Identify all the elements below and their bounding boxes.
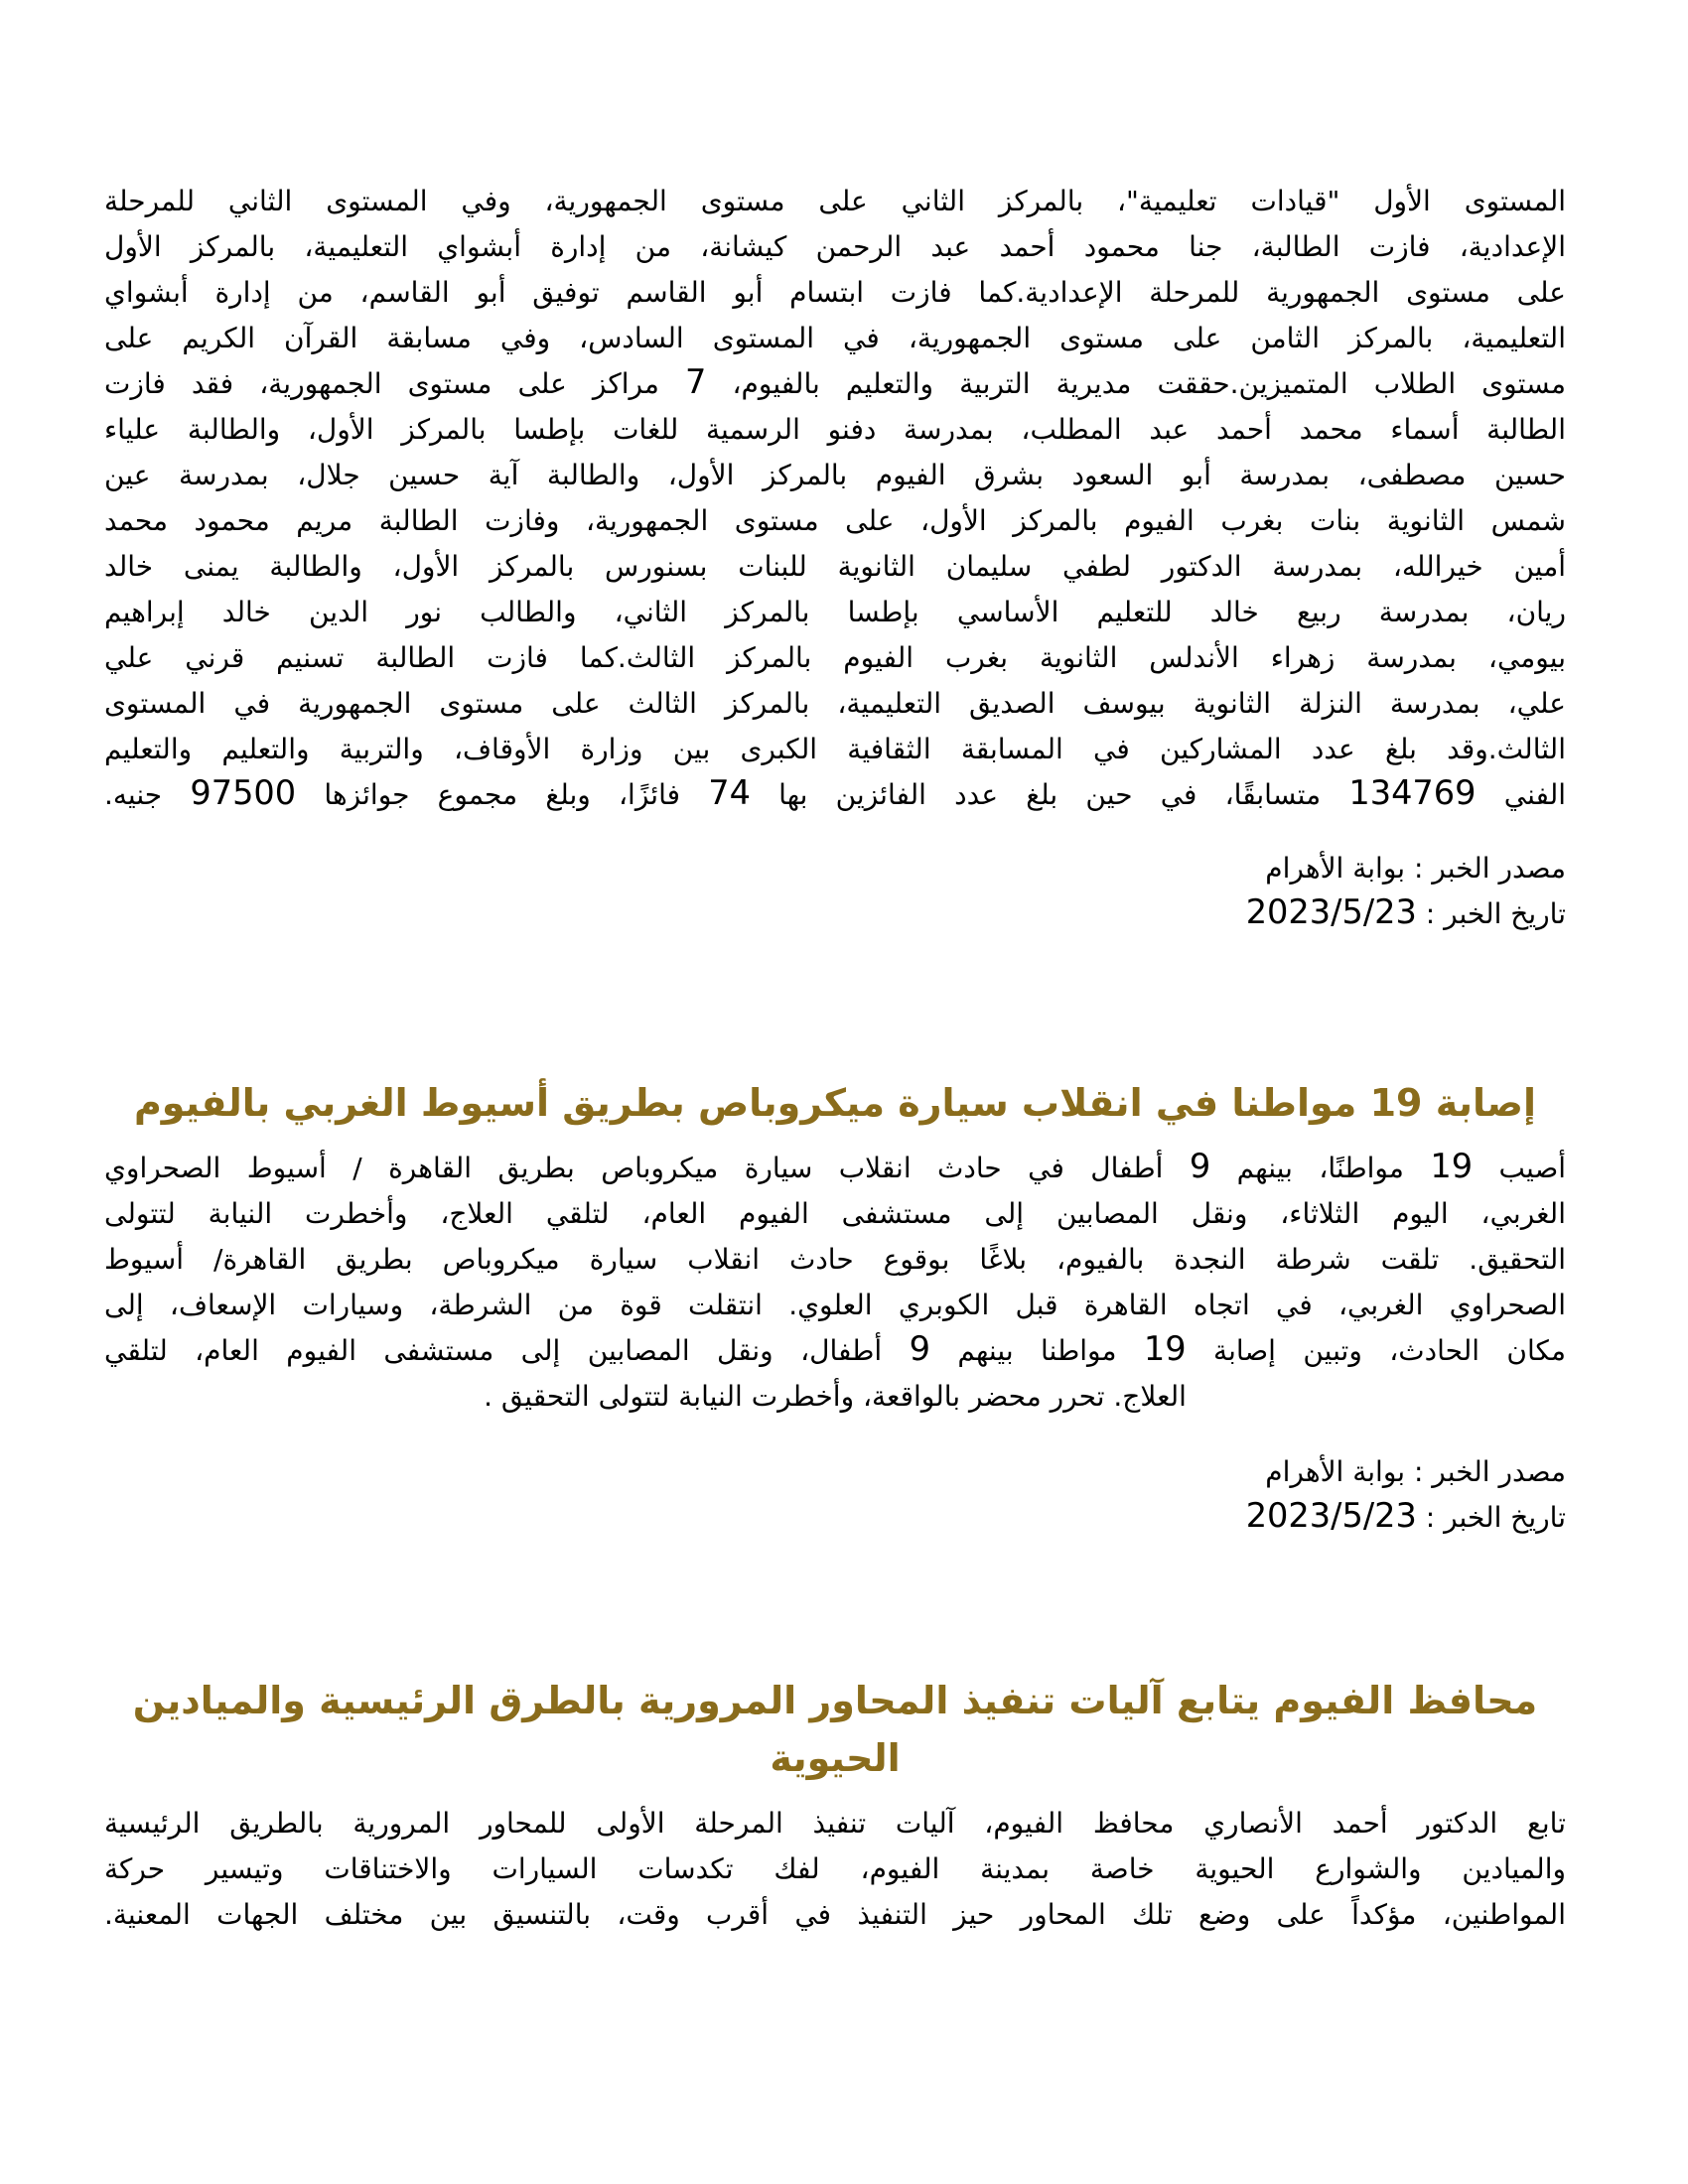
text-line: الفني 134769 متسابقًا، في حين بلغ عدد الفائزين بها 74 فائزًا، وبلغ مجموع جوائزها 97500 جنيه.: [104, 773, 1567, 812]
text-line: التعليمية، بالمركز الثامن على مستوى الجمهورية، في المستوى السادس، وفي مسابقة القرآن الكريم على: [104, 322, 1566, 354]
text-line: والميادين والشوارع الحيوية خاصة بمدينة الفيوم، لفك تكدسات السيارات والاختناقات وتيسير حركة: [104, 1852, 1566, 1885]
article-body-text: [104, 1801, 1566, 1938]
news-source-block: [104, 846, 1566, 937]
news-date-label: تاريخ الخبر : 2023/5/23: [1245, 892, 1566, 931]
news-date-label: تاريخ الخبر : 2023/5/23: [1245, 1496, 1566, 1535]
text-line: محافظ الفيوم يتابع آليات تنفيذ المحاور المرورية بالطرق الرئيسية والميادين: [132, 1679, 1538, 1722]
text-line: الحيوية: [770, 1736, 901, 1780]
text-line: تابع الدكتور أحمد الأنصاري محافظ الفيوم، آليات تنفيذ المرحلة الأولى للمحاور المرورية بالطريق الرئيسية: [104, 1807, 1566, 1840]
text-line: الغربي، اليوم الثلاثاء، ونقل المصابين إلى مستشفى الفيوم العام، لتلقي العلاج، وأخطرت النيابة لتتولى: [104, 1197, 1566, 1230]
news-source-label: مصدر الخبر : بوابة الأهرام: [1265, 852, 1566, 885]
text-line: إصابة 19 مواطنا في انقلاب سيارة ميكروباص بطريق أسيوط الغربي بالفيوم: [133, 1081, 1537, 1125]
text-line: علي، بمدرسة النزلة الثانوية بيوسف الصديق التعليمية، بالمركز الثالث على مستوى الجمهورية في المستوى: [104, 687, 1566, 720]
text-line: مكان الحادث، وتبين إصابة 19 مواطنا بينهم 9 أطفال، ونقل المصابين إلى مستشفى الفيوم العام، لتلقي: [104, 1329, 1566, 1368]
text-line: ريان، بمدرسة ربيع خالد للتعليم الأساسي بإطسا بالمركز الثاني، والطالب نور الدين خالد إبراهيم: [104, 596, 1566, 628]
text-line: أمين خيرالله، بمدرسة الدكتور لطفي سليمان الثانوية للبنات بسنورس بالمركز الأول، والطالبة يمنى خالد: [104, 550, 1566, 583]
text-line: شمس الثانوية بنات بغرب الفيوم بالمركز الأول، على مستوى الجمهورية، وفازت الطالبة مريم محمود محمد: [104, 504, 1566, 537]
article-body-text: [104, 1146, 1566, 1420]
text-line: أصيب 19 مواطنًا، بينهم 9 أطفال في حادث انقلاب سيارة ميكروباص بطريق القاهرة / أسيوط الصحراوي: [104, 1147, 1566, 1185]
text-line: التحقيق. تلقت شرطة النجدة بالفيوم، بلاغًا بوقوع حادث انقلاب سيارة ميكروباص بطريق القاهرة/ أسيوط: [104, 1243, 1566, 1276]
text-line: حسين مصطفى، بمدرسة أبو السعود بشرق الفيوم بالمركز الأول، والطالبة آية حسين جلال، بمدرسة عين: [104, 459, 1566, 491]
article-microbus-accident: [104, 1074, 1566, 1541]
text-line: العلاج. تحرر محضر بالواقعة، وأخطرت النيابة لتتولى التحقيق .: [484, 1380, 1187, 1413]
article-body-text: [104, 179, 1566, 818]
text-line: بيومي، بمدرسة زهراء الأندلس الثانوية بغرب الفيوم بالمركز الثالث.كما فازت الطالبة تسنيم قرني علي: [104, 641, 1566, 674]
article-headline: [104, 1074, 1566, 1132]
article-school-competition-results: [104, 179, 1566, 937]
text-line: الصحراوي الغربي، في اتجاه القاهرة قبل الكوبري العلوي. انتقلت قوة من الشرطة، وسيارات الإسعاف، إلى: [104, 1289, 1566, 1321]
text-line: على مستوى الجمهورية للمرحلة الإعدادية.كما فازت ابتسام أبو القاسم توفيق أبو القاسم، من إدارة أبشواي: [104, 276, 1566, 309]
text-line: مستوى الطلاب المتميزين.حققت مديرية التربية والتعليم بالفيوم، 7 مراكز على مستوى الجمهورية، فقد فازت: [104, 362, 1566, 401]
text-line: المواطنين، مؤكداً على وضع تلك المحاور حيز التنفيذ في أقرب وقت، بالتنسيق بين مختلف الجهات المعنية.: [104, 1898, 1566, 1931]
article-headline: [104, 1672, 1566, 1787]
text-line: الإعدادية، فازت الطالبة، جنا محمود أحمد عبد الرحمن كيشانة، من إدارة أبشواي التعليمية، بالمركز الأول: [104, 230, 1566, 263]
text-line: الثالث.وقد بلغ عدد المشاركين في المسابقة الثقافية الكبرى بين وزارة الأوقاف، والتربية والتعليم والتعليم: [104, 733, 1566, 765]
news-source-label: مصدر الخبر : بوابة الأهرام: [1265, 1455, 1566, 1488]
text-line: المستوى الأول "قيادات تعليمية"، بالمركز الثاني على مستوى الجمهورية، وفي المستوى الثاني للمرحلة: [104, 185, 1566, 217]
article-governor-traffic-axes: [104, 1672, 1566, 1938]
text-line: الطالبة أسماء محمد أحمد عبد المطلب، بمدرسة دفنو الرسمية للغات بإطسا بالمركز الأول، والطالبة علياء: [104, 413, 1566, 446]
news-source-block: [104, 1449, 1566, 1541]
